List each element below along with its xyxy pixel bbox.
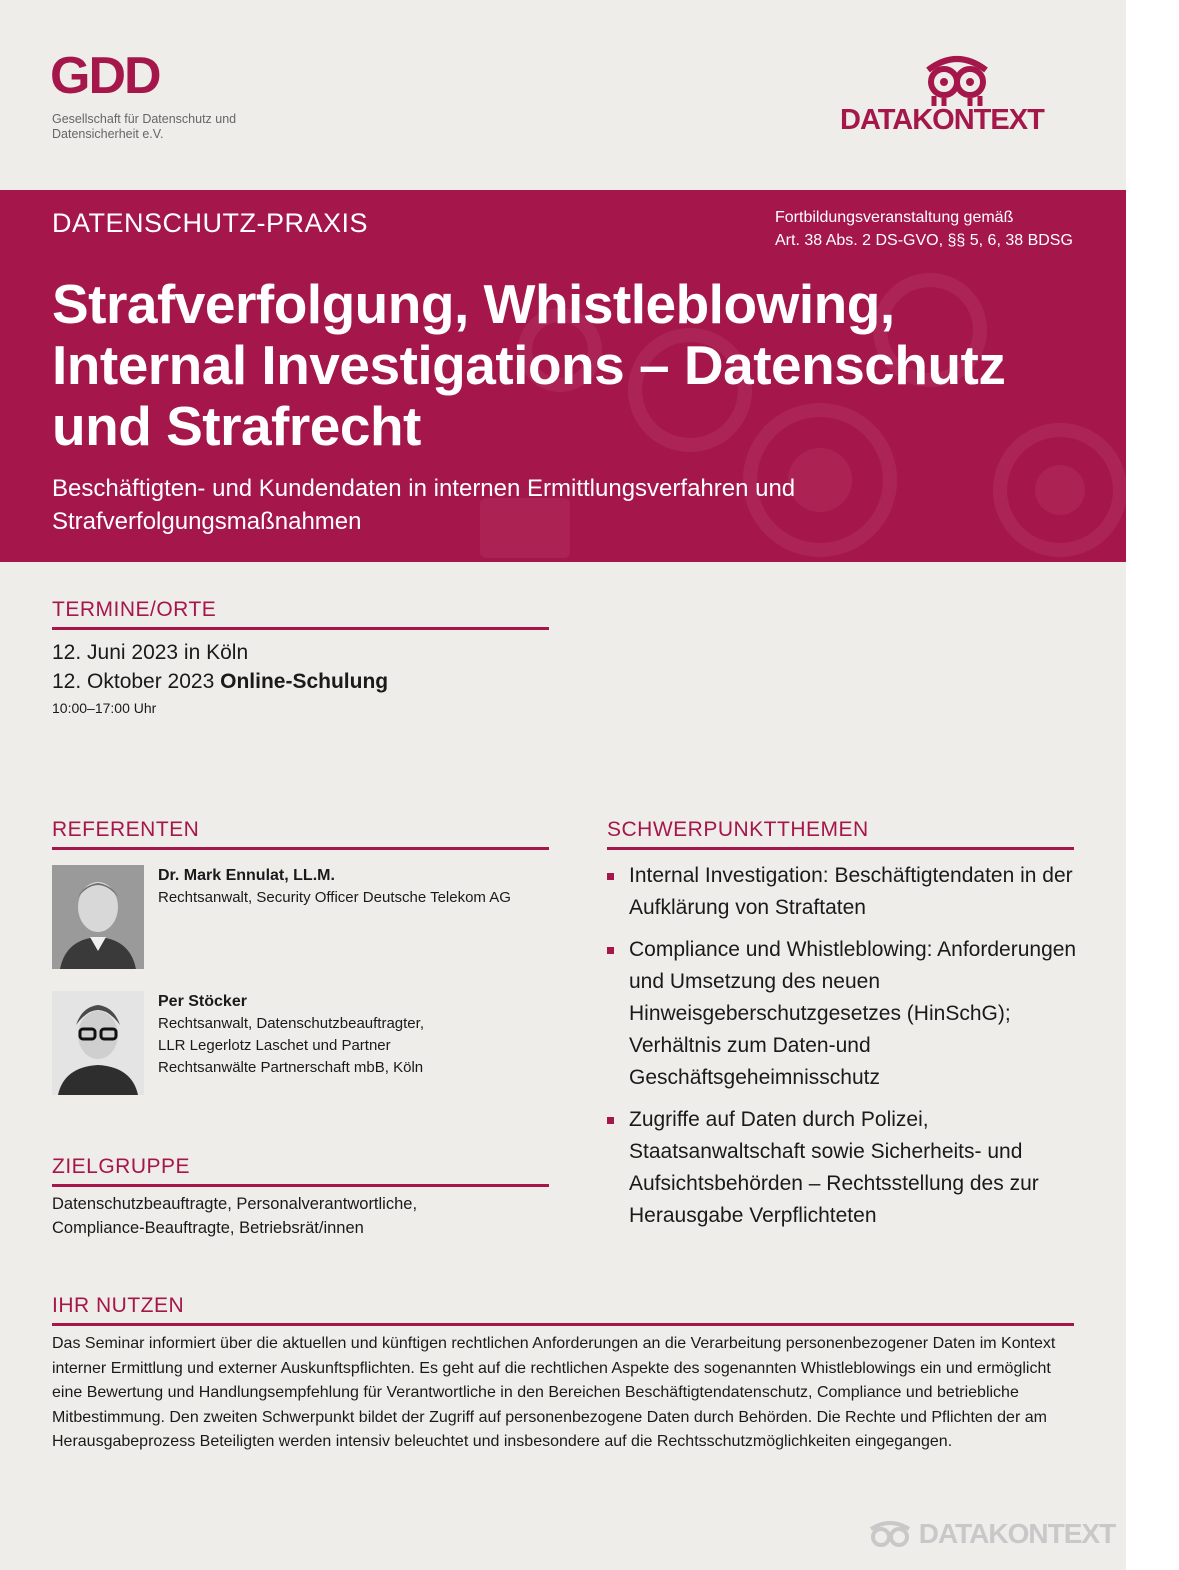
zielgruppe-text — [52, 1192, 417, 1240]
datakontext-logo — [840, 52, 1080, 142]
owl-icon — [868, 1521, 912, 1551]
speaker-role: Rechtsanwalt, Security Officer Deutsche Telekom AG — [158, 889, 511, 906]
owl-icon — [922, 52, 992, 108]
header — [0, 0, 1126, 180]
person-icon — [52, 865, 144, 969]
dates-list — [52, 638, 388, 696]
termine-heading: TERMINE/ORTE — [52, 598, 549, 630]
date-entry — [52, 667, 388, 696]
gdd-logo-mark: GDD — [50, 47, 160, 105]
speaker-role: Rechtsanwalt, Datenschutzbeauftragter, — [158, 1015, 424, 1032]
speaker-role: LLR Legerlotz Laschet und Partner — [158, 1037, 391, 1054]
speaker-info — [158, 865, 558, 909]
gdd-subtitle: Gesellschaft für Datenschutz und Datensicherheit e.V. — [52, 112, 237, 141]
speaker-name: Per Stöcker — [158, 993, 247, 1010]
schwerpunkte-heading: SCHWERPUNKTTHEMEN — [607, 818, 1074, 850]
page-subtitle: Beschäftigten- und Kundendaten in internen Ermittlungsverfahren und Strafverfolgungsmaßnahmen — [52, 475, 796, 535]
datakontext-wordmark: DATAKONTEXT — [840, 104, 1044, 136]
speaker-name: Dr. Mark Ennulat, LL.M. — [158, 867, 335, 884]
speaker-role: Rechtsanwälte Partnerschaft mbB, Köln — [158, 1059, 424, 1076]
topics-list — [607, 860, 1077, 1242]
footer-wordmark: DATAKONTEXT — [918, 1518, 1116, 1549]
list-item: Zugriffe auf Daten durch Polizei, Staatsanwaltschaft sowie Sicherheits- und Aufsichtsbehörden – Rechtsstellung des zur Herausgabe Verpflichteten — [607, 1104, 1077, 1232]
person-icon — [52, 991, 144, 1095]
speaker-photo — [52, 865, 144, 969]
date-text: 12. Oktober 2023 — [52, 670, 221, 693]
date-format: Online-Schulung — [220, 670, 389, 693]
list-item: Compliance und Whistleblowing: Anforderungen und Umsetzung des neuen Hinweisgeberschutzgesetzes (HinSchG); Verhältnis zum Daten-und Geschäftsgeheimnisschutz — [607, 934, 1077, 1094]
fortbildung-line: Fortbildungsveranstaltung gemäß — [775, 209, 1014, 226]
speaker-photo — [52, 991, 144, 1095]
title-banner — [0, 190, 1126, 562]
zielgruppe-heading: ZIELGRUPPE — [52, 1155, 549, 1187]
nutzen-text: Das Seminar informiert über die aktuellen und künftigen rechtlichen Anforderungen an die Verarbeitung personenbezogener Daten im Kontext interner Ermittlung und externer Auskunftspflichten. Es geht auf die rechtlichen Aspekte des sogenannten Whistleblowings ein und ermöglicht eine Bewertung und Handlungsempfehlung für Verantwortliche in den Bereichen Beschäftigtendatenschutz, Compliance und betriebliche Mitbestimmung. Den zweiten Schwerpunkt bildet der Zugriff auf personenbezogene Daten durch Behörden. Die Rechte und Pflichten der am Herausgabeprozess Beteiligten werden intensiv beleuchtet und insbesondere auf die Rechtsschutzmöglichkeiten eingegangen. — [52, 1335, 1056, 1450]
zielgruppe-line: Compliance-Beauftragte, Betriebsrät/innen — [52, 1219, 364, 1237]
nutzen-heading: IHR NUTZEN — [52, 1294, 1074, 1326]
event-time: 10:00–17:00 Uhr — [52, 700, 157, 716]
date-entry: 12. Juni 2023 in Köln — [52, 641, 249, 664]
zielgruppe-line: Datenschutzbeauftragte, Personalverantwortliche, — [52, 1195, 418, 1213]
referenten-heading: REFERENTEN — [52, 818, 549, 850]
list-item: Internal Investigation: Beschäftigtendaten in der Aufklärung von Straftaten — [607, 860, 1077, 924]
fortbildung-line: Art. 38 Abs. 2 DS-GVO, §§ 5, 6, 38 BDSG — [775, 232, 1073, 249]
speaker-info — [158, 991, 558, 1079]
page-title: Strafverfolgung, Whistleblowing, Internal Investigations – Datenschutz und Strafrecht — [52, 273, 1006, 457]
series-kicker: DATENSCHUTZ-PRAXIS — [52, 208, 369, 238]
fortbildung-note — [775, 206, 1073, 252]
footer-logo — [868, 1518, 1115, 1551]
